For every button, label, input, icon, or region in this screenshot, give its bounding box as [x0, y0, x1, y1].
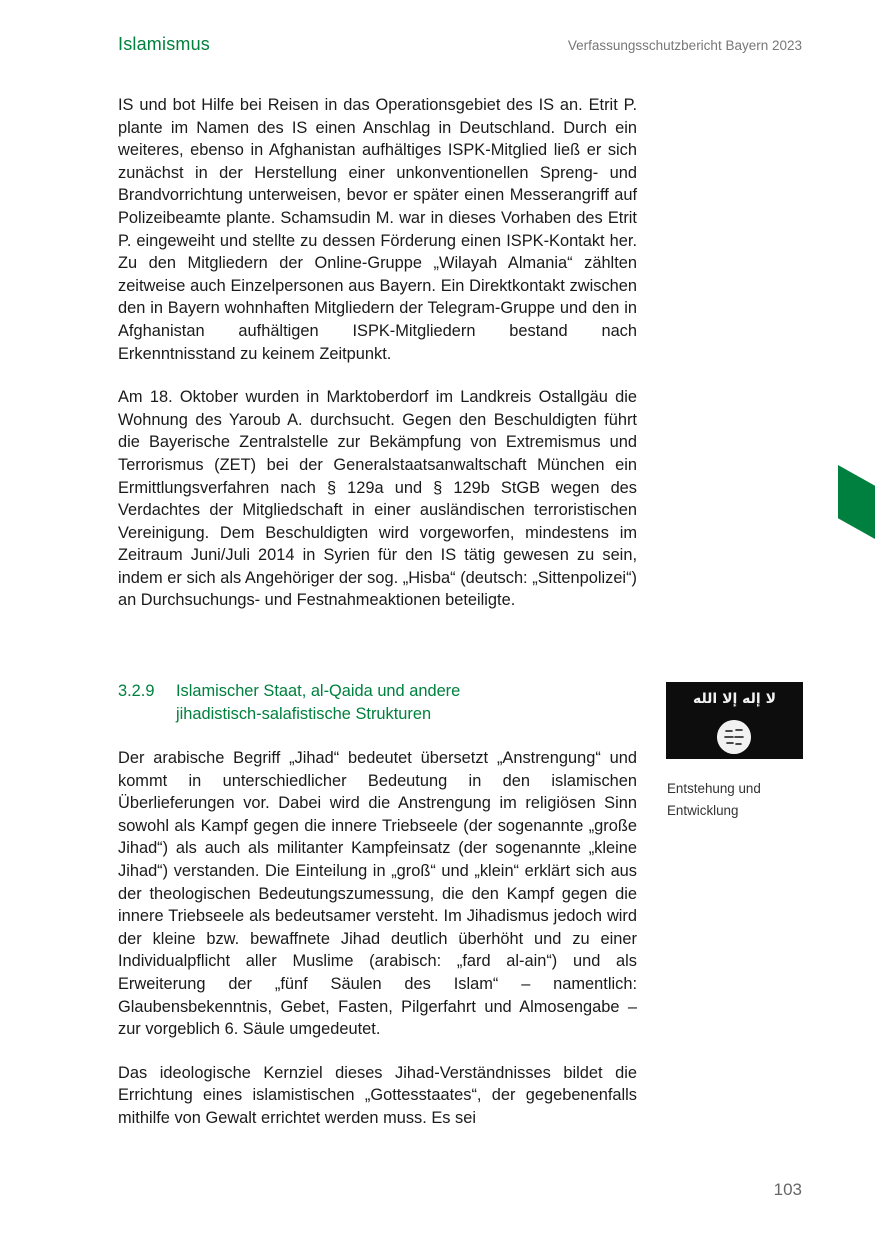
page-number: 103: [773, 1180, 802, 1199]
running-header-publication: Verfassungsschutzbericht Bayern 2023: [567, 38, 802, 53]
chapter-tab-marker: [838, 465, 875, 539]
black-flag-icon: [666, 682, 803, 759]
body-paragraph: Am 18. Oktober wurden in Marktoberdorf im Landkreis Ostallgäu die Wohnung des Yaroub A. durchsucht. Gegen den Beschuldigten führt die Bayerische Zentralstelle zur Bekämpfung von Extremismus und Terrorismus (ZET) bei der Generalstaatsanwaltschaft München ein Ermittlungsverfahren nach § 129a und § 129b StGB wegen des Verdachtes der Mitgliedschaft in einer ausländischen terroristischen Vereinigung. Dem Beschuldigten wird vorgeworfen, mindestens im Zeitraum Juni/Juli 2014 in Syrien für den IS tätig gewesen zu sein, indem er sich als Angehöriger der sog. „Hisba“ (deutsch: „Sittenpolizei“) an Durchsuchungs- und Festnahmeaktionen beteiligte.: [118, 388, 637, 610]
body-paragraph: IS und bot Hilfe bei Reisen in das Operationsgebiet des IS an. Etrit P. plante im Namen des IS einen Anschlag in Deutschland. Durch ein weiteres, ebenso in Afghanistan aufhältiges ISPK-Mitglied ließ er sich zunächst in der Herstellung einer unkonventionellen Spreng- und Brandvorrichtung unterweisen, bevor er später einen Messerangriff auf Polizeibeamte plante. Schamsudin M. war in dieses Vorhaben des Etrit P. eingeweiht und stellte zu dessen Förderung einen ISPK-Kontakt her. Zu den Mitgliedern der Online-Gruppe „Wilayah Almania“ zählten zeitweise auch Einzelpersonen aus Bayern. Ein Direktkontakt zwischen den in Bayern wohnhaften Mitgliedern der Telegram-Gruppe und den in Afghanistan aufhältigen ISPK-Mitgliedern bestand nach Erkenntnisstand zu keinem Zeitpunkt.: [118, 96, 637, 363]
text-column-bottom: [118, 747, 637, 1151]
section-number: 3.2.9: [118, 682, 155, 700]
section-title-line: Islamischer Staat, al-Qaida und andere: [176, 682, 461, 700]
margin-note: Entstehung und Entwicklung: [667, 781, 761, 818]
section-title-line: jihadistisch-salafistische Strukturen: [176, 704, 432, 723]
flag-seal: [717, 720, 751, 754]
section-title: [176, 680, 460, 725]
flag-script: لا إله إلا الله: [692, 691, 777, 707]
text-column-top: [118, 94, 637, 633]
running-header-section: Islamismus: [118, 34, 211, 54]
body-paragraph: Der arabische Begriff „Jihad“ bedeutet übersetzt „Anstrengung“ und kommt in unterschiedlicher Bedeutung in den islamischen Überlieferungen vor. Dabei wird die Anstrengung im religiösen Sinn sowohl als Kampf gegen die innere Triebseele (der sogenannte „große Jihad“) als auch als militanter Kampfeinsatz (der sogenannte „kleine Jihad“) verstanden. Die Einteilung in „groß“ und „klein“ erklärt sich aus der theologischen Bedeutungszumessung, die den Kampf gegen die innere Triebseele als bedeutsamer versteht. Im Jihadismus jedoch wird der kleine bzw. bewaffnete Jihad deutlich überhöht und zu einer Individualpflicht aller Muslime (arabisch: „fard al-ain“) und als Erweiterung der „fünf Säulen des Islam“ – namentlich: Glaubensbekenntnis, Gebet, Fasten, Pilgerfahrt und Almosengabe – zur vorgeblich 6. Säule umgedeutet.: [118, 749, 637, 1039]
body-paragraph: Das ideologische Kernziel dieses Jihad-Verständnisses bildet die Errichtung eines islamistischen „Gottesstaates“, der gegebenenfalls mithilfe von Gewalt errichtet werden muss. Es sei: [118, 1063, 637, 1127]
